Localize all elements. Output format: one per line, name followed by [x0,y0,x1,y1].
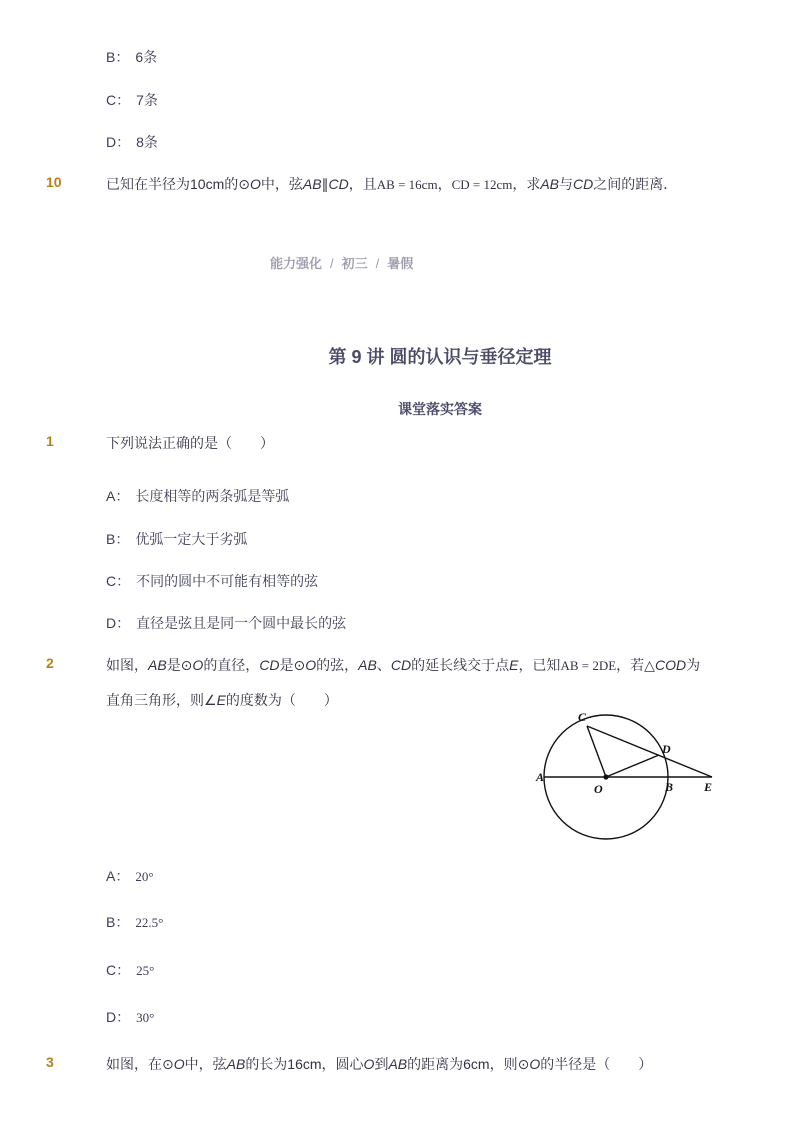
label-e: E [704,780,713,794]
option-prefix: C： [106,92,131,108]
option-d[interactable] [106,613,346,633]
option-prefix: A： [106,868,130,884]
option-prefix: D： [106,1009,131,1025]
option-text: 不同的圆中不可能有相等的弦 [136,573,319,589]
option-text: 25° [136,963,155,978]
option-text: 22.5° [135,915,164,930]
label-a: A [536,770,545,784]
page-title: 第 9 讲 圆的认识与垂径定理 [328,347,552,367]
option-text: 6条 [135,49,158,65]
breadcrumb-item[interactable]: 初三 [341,256,368,271]
option-prefix: A： [106,488,130,504]
option-c[interactable] [106,571,318,591]
question-2-text-line1: 如图，AB是⊙O的直径，CD是⊙O的弦，AB、CD的延长线交于点E，已知AB = 2DE，若△COD为 [106,657,701,673]
option-prefix: B： [106,914,130,930]
option-a[interactable] [106,866,154,886]
option-prefix: D： [106,134,131,150]
option-b[interactable] [106,47,157,67]
option-c[interactable] [106,90,158,110]
breadcrumb-separator: / [330,256,334,271]
option-text: 8条 [136,134,158,150]
option-c[interactable] [106,960,154,980]
label-d: D [662,742,671,756]
question-number-2: 2 [46,655,54,671]
label-c: C [578,710,587,724]
question-number-1: 1 [46,433,54,449]
label-o: O [594,782,603,796]
question-number-10: 10 [46,174,62,190]
question-10-text: 已知在半径为10cm的⊙O中，弦AB∥CD，且AB = 16cm，CD = 12cm，求AB与CD之间的距离． [106,176,678,192]
option-text: 长度相等的两条弧是等弧 [135,488,290,504]
option-b[interactable] [106,912,163,932]
question-2-text-line2: 直角三角形，则∠E的度数为（ ） [106,692,338,708]
option-d[interactable] [106,1007,154,1027]
breadcrumb-item[interactable]: 暑假 [387,256,414,271]
option-d[interactable] [106,132,158,152]
option-text: 优弧一定大于劣弧 [135,531,248,547]
center-point-o [603,774,608,779]
breadcrumb [270,253,413,272]
option-prefix: C： [106,573,131,589]
option-text: 直径是弦且是同一个圆中最长的弦 [136,615,347,631]
segment-c-o [587,726,606,777]
option-prefix: B： [106,531,130,547]
breadcrumb-separator: / [375,256,380,271]
option-b[interactable] [106,529,247,549]
option-prefix: B： [106,49,130,65]
question-1-text: 下列说法正确的是（ ） [106,435,274,451]
section-subtitle: 课堂落实答案 [398,401,482,417]
label-b: B [665,780,674,794]
option-text: 20° [135,869,154,884]
breadcrumb-item[interactable]: 能力强化 [270,256,323,271]
question-number-3: 3 [46,1054,54,1070]
option-prefix: C： [106,962,131,978]
circle-geometry-figure [530,705,730,850]
option-a[interactable] [106,486,289,506]
option-prefix: D： [106,615,131,631]
segment-o-d [606,755,659,777]
option-text: 7条 [136,92,158,108]
question-3-text: 如图，在⊙O中，弦AB的长为16cm，圆心O到AB的距离为6cm，则⊙O的半径是（ ） [106,1056,653,1072]
option-text: 30° [136,1010,155,1025]
